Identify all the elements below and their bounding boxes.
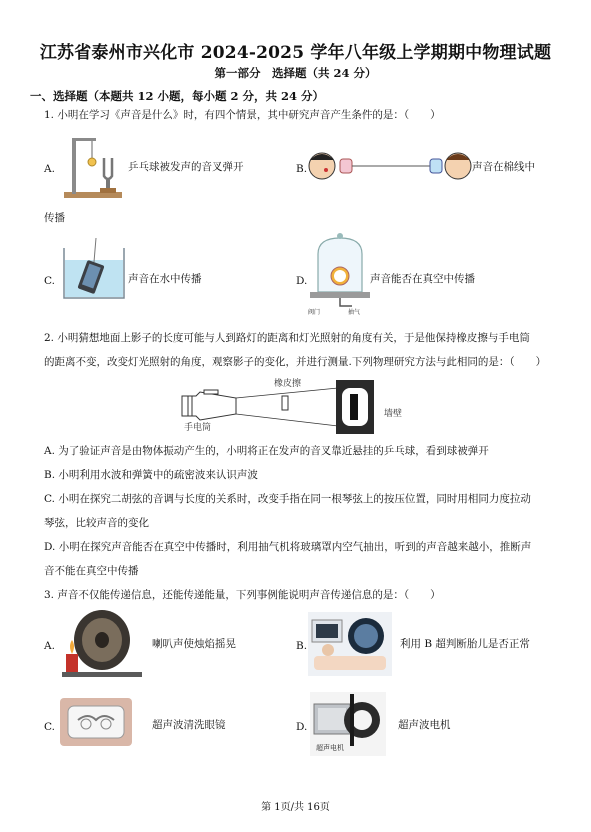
q3-option-c-text: 超声波清洗眼镜 (152, 719, 226, 731)
question-1-stem: 1. 小明在学习《声音是什么》时，有四个情景，其中研究声音产生条件的是：（ ） (44, 109, 441, 121)
page-footer: 第 1页/共 16页 (261, 802, 330, 813)
speaker-candle-figure (62, 608, 142, 678)
bell-jar-figure (306, 232, 374, 316)
q2-option-a: A. 为了验证声音是由物体振动产生的，小明将正在发声的音叉靠近悬挂的乒乓球，看到球被弹开 (44, 445, 489, 457)
q3-option-b-letter: B. (296, 640, 308, 652)
q3-option-c-letter: C. (44, 721, 55, 733)
motor-label: 超声电机 (316, 744, 344, 752)
section-heading: 一、选择题（本题共 12 小题，每小题 2 分，共 24 分） (30, 89, 325, 103)
part-heading: 第一部分 选择题（共 24 分） (214, 66, 377, 80)
flashlight-shadow-figure (178, 374, 418, 436)
q2-option-d-line-2: 音不能在真空中传播 (44, 565, 139, 577)
ultrasonic-motor-figure (310, 692, 386, 756)
ultrasonic-cleaner-figure (60, 698, 132, 746)
q1-option-b-text-wrap: 传播 (44, 212, 65, 224)
ultrasound-scan-figure (308, 612, 392, 676)
q3-option-b-text: 利用 B 超判断胎儿是否正常 (400, 638, 530, 650)
q1-option-a-letter: A. (44, 163, 55, 175)
question-3-stem: 3. 声音不仅能传递信息，还能传递能量，下列事例能说明声音传递信息的是：（ ） (44, 589, 441, 601)
q1-option-b-letter: B. (296, 163, 308, 175)
q1-option-c-text: 声音在水中传播 (128, 273, 202, 285)
q3-option-a-letter: A. (44, 640, 55, 652)
question-2-stem-line-1: 2. 小明猜想地面上影子的长度可能与人到路灯的距离和灯光照射的角度有关，于是他保持橡皮擦与手电筒 (44, 332, 530, 344)
question-2-stem-line-2: 的距离不变，改变灯光照射的角度，观察影子的变化，并进行测量.下列物理研究方法与此相同的是：（ ） (44, 356, 547, 368)
pump-label: 抽气 (348, 309, 361, 316)
q1-option-c-letter: C. (44, 275, 55, 287)
q1-option-a-text: 乒乓球被发声的音叉弹开 (128, 161, 244, 173)
wall-label: 墙壁 (384, 409, 403, 419)
q1-option-d-text: 声音能否在真空中传播 (370, 273, 475, 285)
string-telephone-figure (306, 146, 478, 186)
q2-option-d-line-1: D. 小明在探究声音能否在真空中传播时，利用抽气机将玻璃罩内空气抽出，听到的声音越来越小，推断声 (44, 541, 532, 553)
q2-option-c-line-2: 琴弦，比较声音的变化 (44, 517, 149, 529)
tuning-fork-ball-figure (58, 128, 130, 200)
q2-option-c-line-1: C. 小明在探究二胡弦的音调与长度的关系时，改变手指在同一根琴弦上的按压位置，同时用相同力度拉动 (44, 493, 531, 505)
eraser-label: 橡皮擦 (274, 379, 302, 389)
page-title: 江苏省泰州市兴化市 2024-2025 学年八年级上学期期中物理试题 (39, 43, 552, 63)
phone-in-water-figure (60, 238, 128, 302)
flashlight-label: 手电筒 (184, 423, 212, 433)
q2-option-b: B. 小明利用水波和弹簧中的疏密波来认识声波 (44, 469, 258, 481)
q3-option-d-letter: D. (296, 721, 308, 733)
q1-option-b-text: 声音在棉线中 (472, 161, 535, 173)
valve-label: 阀门 (308, 309, 321, 316)
q3-option-d-text: 超声波电机 (398, 719, 451, 731)
q3-option-a-text: 喇叭声使烛焰摇晃 (152, 638, 236, 650)
q1-option-d-letter: D. (296, 275, 308, 287)
